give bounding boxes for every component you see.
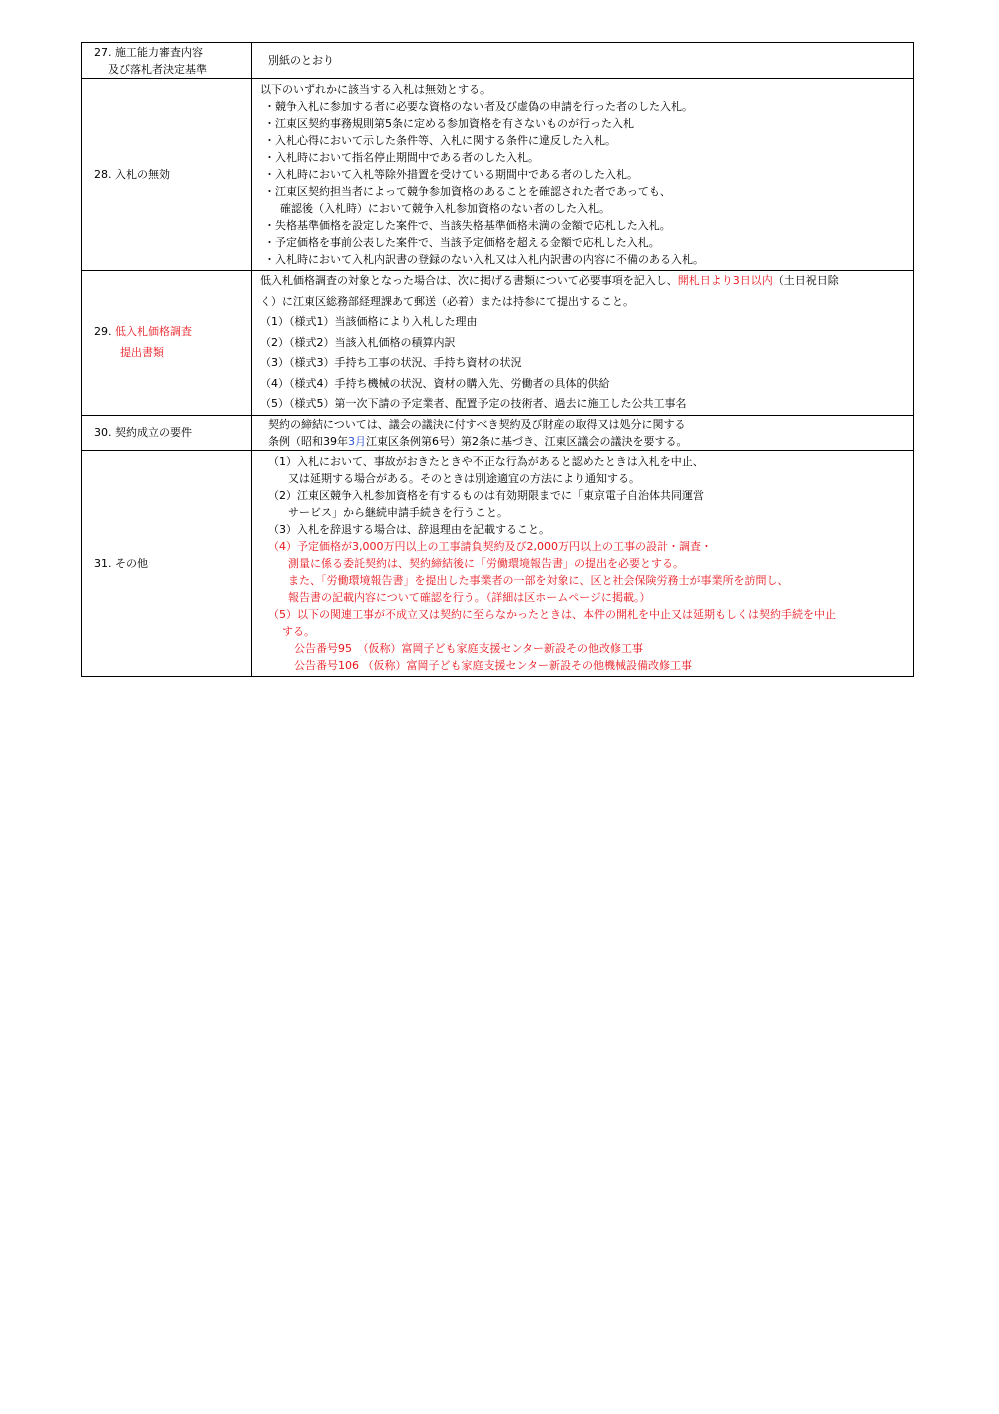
row-27-content-text: 別紙のとおり	[268, 54, 334, 67]
conditions-table	[81, 42, 914, 677]
row-29-intro-line-1	[260, 271, 909, 292]
row-30-line-1: 契約の締結については、議会の議決に付すべき契約及び財産の取得又は処分に関する	[268, 417, 686, 431]
row-29-intro-text-end: （土日祝日除	[772, 274, 839, 287]
row-31-label-text: 31. その他	[94, 556, 148, 570]
row-28-invalid-bids	[82, 79, 914, 271]
row-30-label	[82, 415, 252, 450]
row-27-evaluation-criteria	[82, 43, 914, 79]
row-29-label-title: 低入札価格調査	[115, 325, 192, 339]
row-29-intro-text: 低入札価格調査の対象となった場合は、次に掲げる書類について必要事項を記入し、	[260, 274, 678, 287]
row-27-label	[82, 43, 252, 79]
row-29-low-bid-documents	[82, 271, 914, 416]
row-29-label-line-1	[94, 322, 251, 343]
row-29-deadline: 開札日より3日以内	[677, 274, 773, 287]
row-28-item-5: ・入札時において入札等除外措置を受けている期間中である者のした入札。	[264, 168, 638, 181]
row-29-item-5: （5）（様式5）第一次下請の予定業者、配置予定の技術者、過去に施工した公共工事名	[260, 397, 687, 410]
row-31-item-4: （4）予定価格が3,000万円以上の工事請負契約及び2,000万円以上の工事の設計・調査・	[268, 539, 712, 553]
row-29-content	[252, 271, 914, 416]
row-30-line-2	[268, 433, 909, 450]
row-29-intro-line-2: く）に江東区総務部経理課あて郵送（必着）または持参にて提出すること。	[260, 294, 634, 308]
row-29-item-3: （3）（様式3）手持ち工事の状況、手持ち資材の状況	[260, 356, 522, 369]
row-30-line-2-end: 江東区条例第6号）第2条に基づき、江東区議会の議決を要する。	[366, 434, 688, 448]
row-31-content	[252, 450, 914, 676]
row-30-label-text: 30. 契約成立の要件	[94, 426, 192, 439]
row-31-item-4-cont-3: 報告書の記載内容について確認を行う。（詳細は区ホームページに掲載。）	[288, 590, 651, 604]
row-27-label-line-2: 及び落札者決定基準	[108, 62, 207, 76]
row-28-item-3: ・入札心得において示した条件等、入札に関する条件に違反した入札。	[264, 134, 616, 147]
row-28-content	[252, 79, 914, 271]
row-31-item-1: （1）入札において、事故がおきたときや不正な行為があると認めたときは入札を中止、	[268, 454, 704, 468]
row-28-item-4: ・入札時において指名停止期間中である者のした入札。	[264, 151, 539, 164]
row-28-item-6-cont: 確認後（入札時）において競争入札参加資格のない者のした入札。	[280, 202, 610, 215]
row-31-item-5-cont: する。	[282, 624, 315, 638]
row-28-item-7: ・失格基準価格を設定した案件で、当該失格基準価格未満の金額で応札した入札。	[264, 219, 671, 232]
row-31-item-4-cont-1: 測量に係る委託契約は、契約締結後に「労働環境報告書」の提出を必要とする。	[288, 556, 684, 570]
row-30-content	[252, 415, 914, 450]
row-31-item-2: （2）江東区競争入札参加資格を有するものは有効期限までに「東京電子自治体共同運営	[268, 488, 704, 502]
row-29-item-2: （2）（様式2）当該入札価格の積算内訳	[260, 335, 456, 349]
row-31-item-4-cont-2: また、「労働環境報告書」を提出した事業者の一部を対象に、区と社会保険労務士が事業所を訪問し、	[288, 573, 789, 587]
row-31-item-3: （3）入札を辞退する場合は、辞退理由を記載すること。	[268, 522, 550, 536]
row-31-item-1-cont: 又は延期する場合がある。そのときは別途適宜の方法により通知する。	[288, 471, 640, 485]
row-27-content	[252, 43, 914, 79]
row-29-label-line-2: 提出書類	[120, 345, 164, 359]
row-31-other	[82, 450, 914, 676]
row-28-item-1: ・競争入札に参加する者に必要な資格のない者及び虚偽の申請を行った者のした入札。	[264, 100, 693, 113]
row-30-line-2-start: 条例（昭和39年	[268, 434, 348, 448]
row-31-notice-106: 公告番号106 （仮称）富岡子ども家庭支援センター新設その他機械設備改修工事	[294, 658, 693, 672]
row-29-label-number: 29.	[94, 325, 112, 339]
row-28-item-6: ・江東区契約担当者によって競争参加資格のあることを確認された者であっても、	[264, 185, 671, 198]
row-30-contract-requirements	[82, 415, 914, 450]
row-27-label-line-1: 27. 施工能力審査内容	[94, 45, 203, 59]
row-31-label	[82, 450, 252, 676]
row-30-month: 3月	[348, 434, 366, 448]
row-29-item-1: （1）（様式1）当該価格により入札した理由	[260, 315, 478, 328]
row-31-item-5: （5）以下の関連工事が不成立又は契約に至らなかったときは、本件の開札を中止又は延期もしくは契約手続を中止	[268, 607, 836, 621]
row-28-intro: 以下のいずれかに該当する入札は無効とする。	[260, 83, 491, 96]
row-28-item-9: ・入札時において入札内訳書の登録のない入札又は入札内訳書の内容に不備のある入札。	[264, 253, 704, 266]
row-28-item-2: ・江東区契約事務規則第5条に定める参加資格を有さないものが行った入札	[264, 117, 634, 130]
row-28-item-8: ・予定価格を事前公表した案件で、当該予定価格を超える金額で応札した入札。	[264, 236, 660, 249]
row-31-item-2-cont: サービス」から継続申請手続きを行うこと。	[288, 505, 508, 519]
row-29-label	[82, 271, 252, 416]
row-31-notice-95: 公告番号95 （仮称）富岡子ども家庭支援センター新設その他改修工事	[294, 641, 644, 655]
row-28-label	[82, 79, 252, 271]
row-28-label-text: 28. 入札の無効	[94, 168, 170, 181]
row-29-item-4: （4）（様式4）手持ち機械の状況、資材の購入先、労働者の具体的供給	[260, 376, 610, 390]
